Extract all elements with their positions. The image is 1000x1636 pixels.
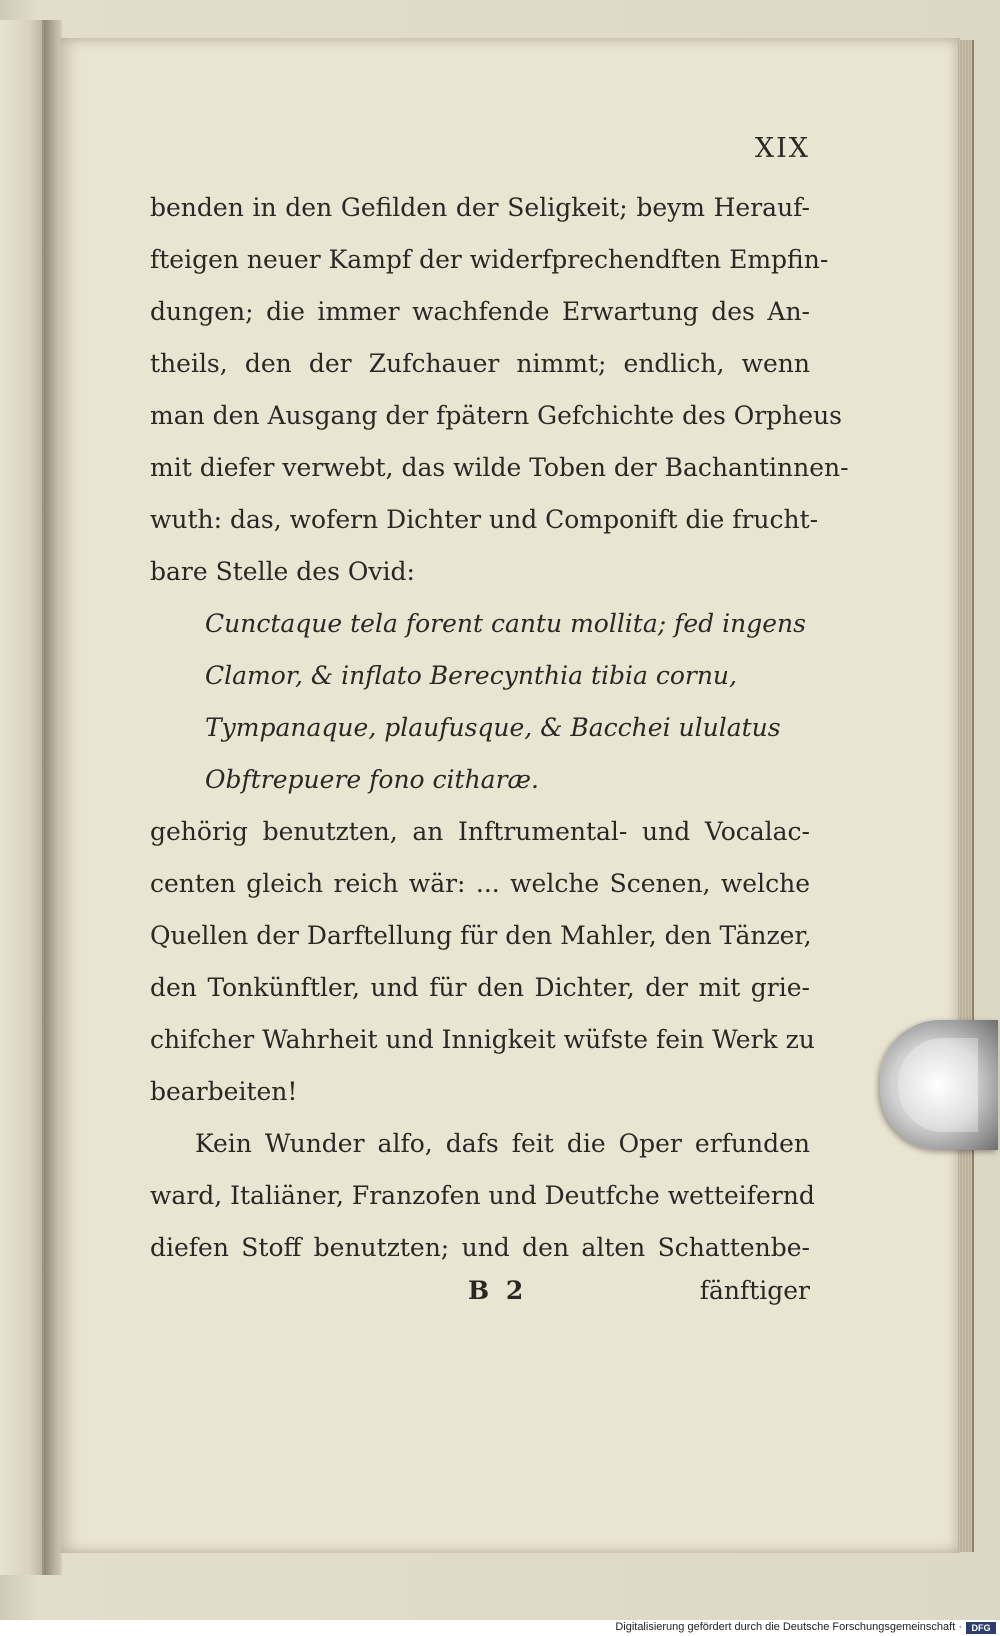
text-line: chifcher Wahrheit und Innigkeit wüfste fein Werk zu: [150, 1025, 815, 1054]
facing-page-edge: [0, 20, 44, 1575]
page-number: XIX: [754, 133, 810, 164]
page-clip: [880, 1020, 998, 1150]
verse-line: Clamor, & inflato Berecynthia tibia cornu,: [205, 661, 737, 690]
text-line: Kein Wunder alfo, dafs feit die Oper erfunden: [195, 1129, 810, 1158]
text-line: diefen Stoff benutzten; und den alten Schattenbe-: [150, 1233, 810, 1262]
page-stack-edge: [958, 40, 974, 1552]
text-line: ward, Italiäner, Franzofen und Deutfche wetteifernd: [150, 1181, 815, 1210]
page-clip-lens: [898, 1038, 978, 1132]
text-line: mit diefer verwebt, das wilde Toben der Bachantinnen-: [150, 453, 849, 482]
text-line: bearbeiten!: [150, 1077, 298, 1106]
verse-line: Cunctaque tela forent cantu mollita; fed ingens: [205, 609, 806, 638]
dfg-logo: DFG: [966, 1622, 996, 1634]
text-line: gehörig benutzten, an Inftrumental- und Vocalac-: [150, 817, 810, 846]
text-line: benden in den Gefilden der Seligkeit; beym Herauf-: [150, 193, 810, 222]
verse-line: Tympanaque, plaufusque, & Bacchei ululatus: [205, 713, 781, 742]
verse-line: Obftrepuere fono citharæ.: [205, 765, 539, 794]
text-line: wuth: das, wofern Dichter und Componift die frucht-: [150, 505, 819, 534]
page-footer: [150, 1276, 810, 1316]
text-line: centen gleich reich wär: ... welche Scenen, welche: [150, 869, 810, 898]
page-body: [150, 182, 849, 1274]
text-line: fteigen neuer Kampf der widerfprechendften Empfin-: [150, 245, 829, 274]
text-line: dungen; die immer wachfende Erwartung des An-: [150, 297, 810, 326]
text-line: den Tonkünftler, und für den Dichter, der mit grie-: [150, 973, 810, 1002]
digitization-credit: Digitalisierung gefördert durch die Deutsche Forschungsgemeinschaft ·: [615, 1621, 962, 1633]
text-line: man den Ausgang der fpätern Gefchichte des Orpheus: [150, 401, 843, 430]
text-line: Quellen der Darftellung für den Mahler, den Tänzer,: [150, 921, 812, 950]
catchword: fänftiger: [699, 1276, 810, 1305]
text-line: theils, den der Zufchauer nimmt; endlich, wenn: [150, 349, 810, 378]
signature-mark: B 2: [468, 1276, 528, 1305]
text-line: bare Stelle des Ovid:: [150, 557, 415, 586]
